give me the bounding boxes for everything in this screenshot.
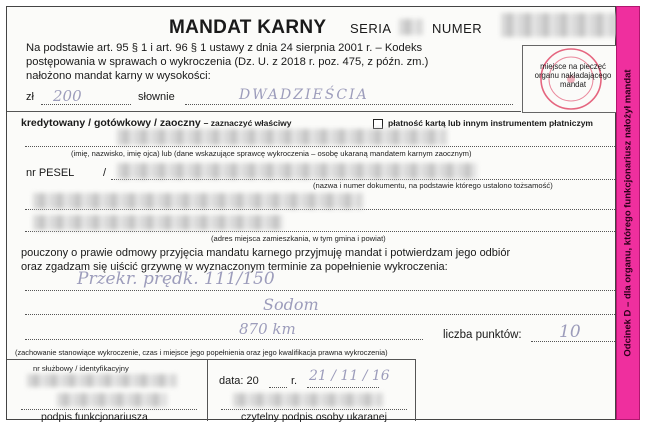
name-redacted bbox=[117, 129, 447, 145]
offender-signature-label: czytelny podpis osoby ukaranej bbox=[241, 411, 387, 423]
address-dotted-line-2 bbox=[25, 231, 615, 232]
legal-text-line1: Na podstawie art. 95 § 1 i art. 96 § 1 ustawy z dnia 24 sierpnia 2001 r. – Kodeks bbox=[26, 42, 423, 54]
footer-divider bbox=[7, 359, 415, 360]
address-caption: (adres miejsca zamieszkania, w tym gmina i powiat) bbox=[211, 234, 386, 243]
date-handwritten-value: 21 / 11 / 16 bbox=[309, 368, 390, 384]
ticket-form bbox=[6, 6, 616, 423]
pesel-label: nr PESEL bbox=[26, 167, 75, 179]
side-strip-text: Odcinek D – dla organu, którego funkcjonariusz nałożył mandat bbox=[622, 69, 634, 357]
acknowledgement-line2: oraz zgadzam się uiścić grzywnę w wyznaczonym terminie za popełnienie wykroczenia: bbox=[21, 261, 448, 273]
numer-label: NUMER bbox=[432, 21, 483, 36]
zl-label: zł bbox=[26, 91, 34, 103]
officer-signature-redacted bbox=[57, 393, 167, 407]
slownie-handwritten-value: DWADZIEŚCIA bbox=[239, 87, 369, 103]
address-dotted-line-1 bbox=[25, 209, 615, 210]
divider-top bbox=[7, 111, 521, 112]
slownie-dotted-line bbox=[185, 104, 513, 105]
ticket-type-row bbox=[21, 117, 292, 129]
date-year-dotted bbox=[269, 387, 287, 388]
ticket-type-instruction: – zaznaczyć właściwy bbox=[203, 118, 292, 128]
points-label: liczba punktów: bbox=[443, 329, 522, 341]
officer-number-caption: nr służbowy / identyfikacyjny bbox=[33, 364, 129, 373]
offense-caption: (zachowanie stanowiące wykroczenie, czas i miejsce jego popełnienia oraz jego kwalifikacja prawna wykroczenia) bbox=[15, 348, 388, 357]
address-redacted-1 bbox=[33, 193, 363, 209]
offense-handwritten-line1: Przekr. prędk. 111/150 bbox=[77, 269, 275, 289]
officer-number-redacted bbox=[27, 374, 177, 387]
offense-dotted-line-2 bbox=[25, 314, 615, 315]
address-redacted-2 bbox=[33, 215, 283, 230]
seria-label: SERIA bbox=[350, 21, 392, 36]
footer-column-divider-1 bbox=[207, 359, 208, 421]
pesel-redacted bbox=[117, 163, 477, 179]
form-title: MANDAT KARNY bbox=[169, 17, 327, 38]
offense-handwritten-line3: 870 km bbox=[239, 320, 296, 338]
offense-handwritten-line2: Sodom bbox=[263, 295, 319, 314]
date-value-dotted bbox=[307, 387, 379, 388]
offender-signature-dotted-line bbox=[221, 409, 407, 410]
card-payment-label: płatność kartą lub innym instrumentem płatniczym bbox=[388, 118, 593, 128]
offender-signature-redacted bbox=[233, 393, 383, 407]
stamp-box-label: miejsce na pieczęć organu nakładającego mandat bbox=[534, 62, 612, 89]
stamp-box bbox=[522, 45, 622, 113]
name-dotted-line bbox=[25, 146, 615, 147]
pesel-dotted-line bbox=[111, 179, 615, 180]
ticket-type-options: kredytowany / gotówkowy / zaoczny bbox=[21, 117, 201, 129]
date-r-label: r. bbox=[291, 375, 298, 387]
officer-signature-label: podpis funkcjonariusza bbox=[41, 411, 148, 423]
pesel-slash: / bbox=[103, 167, 107, 179]
offense-dotted-line-3 bbox=[25, 339, 423, 340]
seria-redacted bbox=[399, 19, 423, 35]
card-payment-checkbox[interactable] bbox=[373, 119, 383, 129]
slownie-label: słownie bbox=[138, 91, 175, 103]
side-strip-tear-off bbox=[616, 6, 640, 420]
legal-text-line2: postępowania w sprawach o wykroczenia (Dz. U. z 2018 r. poz. 475, z późn. zm.) bbox=[26, 56, 429, 68]
acknowledgement-line1: pouczony o prawie odmowy przyjęcia mandatu karnego przyjmuję mandat i potwierdzam jego odbiór bbox=[21, 247, 511, 259]
points-handwritten-value: 10 bbox=[559, 322, 581, 342]
date-label: data: 20 bbox=[219, 375, 259, 387]
legal-text-line3: nałożono mandat karny w wysokości: bbox=[26, 70, 211, 82]
zl-handwritten-value: 200 bbox=[53, 87, 82, 105]
offense-dotted-line-1 bbox=[25, 290, 615, 291]
footer-column-divider-2 bbox=[415, 359, 416, 421]
numer-redacted bbox=[501, 13, 617, 37]
document-caption: (nazwa i numer dokumentu, na podstawie którego ustalono tożsamość) bbox=[313, 181, 553, 190]
officer-signature-dotted-line bbox=[21, 409, 197, 410]
name-caption: (imię, nazwisko, imię ojca) lub (dane wskazujące sprawcę wykroczenia – osobę ukaraną mandatem karnym zaocznym) bbox=[71, 149, 472, 158]
